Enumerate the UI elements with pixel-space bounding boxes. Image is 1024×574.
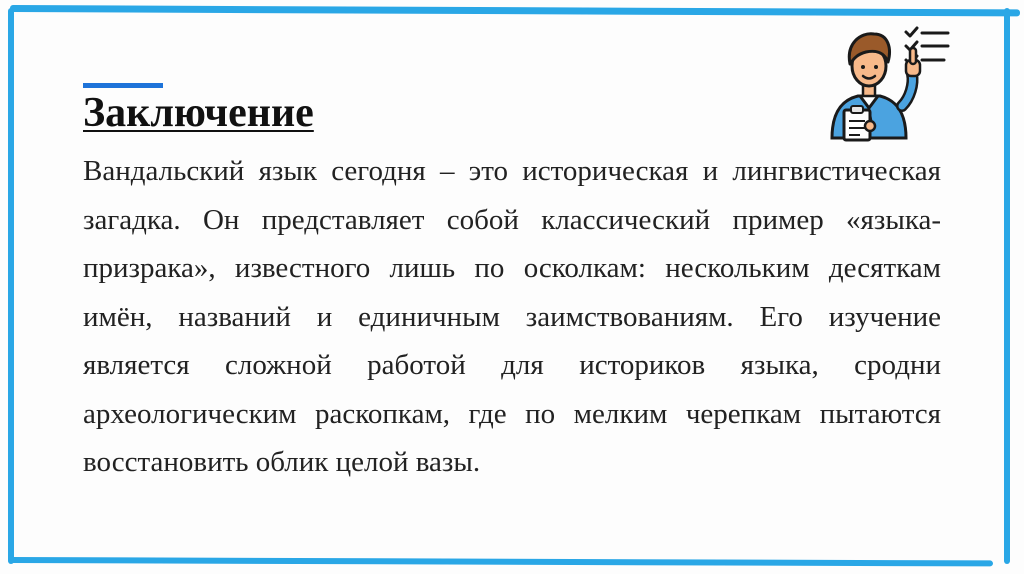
slide-body-text: Вандальский язык сегодня – это историческая и лингвистическая загадка. Он представляет собой классический пример «языка-призрака», известного лишь по осколкам: нескольким десяткам имён, названий и единичным заимствованиям. Его изучение является сложной работой для историков языка, сродни археологическим раскопкам, где по мелким черепкам пытаются восстановить облик целой вазы. [83,155,941,478]
frame-bottom-stroke [8,557,993,566]
frame-top-stroke [10,5,1020,16]
slide-title: Заключение [83,90,314,136]
title-accent-bar [83,83,163,88]
frame-right-stroke [1004,8,1010,564]
teacher-with-checklist-icon [826,20,954,144]
frame-left-stroke [8,8,14,564]
